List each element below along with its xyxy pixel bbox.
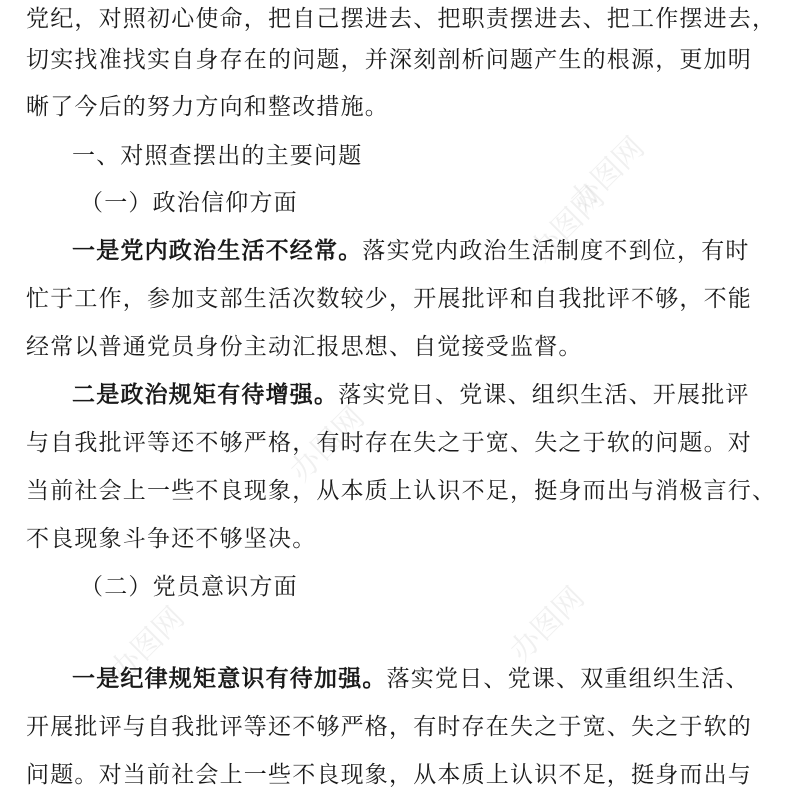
paragraph-lead: 一是党内政治生活不经常。 [72,237,363,264]
paragraph-lead: 一是纪律规矩意识有待加强。 [72,665,387,692]
paragraph-first-line [72,380,800,410]
watermark: 办图网 [503,580,592,669]
watermark: 办图网 [523,180,612,269]
watermark: 办图网 [283,400,372,489]
body-line: 问题。对当前社会上一些不良现象，从本质上认识不足，挺身而出与 [26,762,752,788]
paragraph-first-line [72,664,800,694]
body-line: 晰了今后的努力方向和整改措施。 [26,94,389,120]
body-line: 不良现象斗争还不够坚决。 [26,526,317,552]
watermark: 办图网 [563,130,652,219]
paragraph-text: 落实党内政治生活制度不到位，有时 [362,238,750,264]
paragraph-lead: 二是政治规矩有待增强。 [72,381,339,408]
body-line: 切实找准找实自身存在的问题，并深刻剖析问题产生的根源，更加明 [26,47,752,73]
paragraph-text: 落实党日、党课、双重组织生活、 [386,666,750,692]
body-line: 经常以普通党员身份主动汇报思想、自觉接受监督。 [26,334,583,360]
paragraph-text: 落实党日、党课、组织生活、开展批评 [338,382,750,408]
body-line: 当前社会上一些不良现象，从本质上认识不足，挺身而出与消极言行、 [26,478,777,504]
watermark: 办图网 [103,600,192,689]
body-line: 忙于工作，参加支部生活次数较少，开展批评和自我批评不够，不能 [26,286,752,312]
body-line: 开展批评与自我批评等还不够严格，有时存在失之于宽、失之于软的 [26,714,752,740]
subsection-heading: （一）政治信仰方面 [80,190,298,216]
section-heading: 一、对照查摆出的主要问题 [72,143,363,169]
paragraph-first-line [72,236,800,266]
subsection-heading: （二）党员意识方面 [80,574,298,600]
body-line: 与自我批评等还不够严格，有时存在失之于宽、失之于软的问题。对 [26,430,752,456]
body-line: 党纪，对照初心使命，把自己摆进去、把职责摆进去、把工作摆进去， [26,6,777,32]
